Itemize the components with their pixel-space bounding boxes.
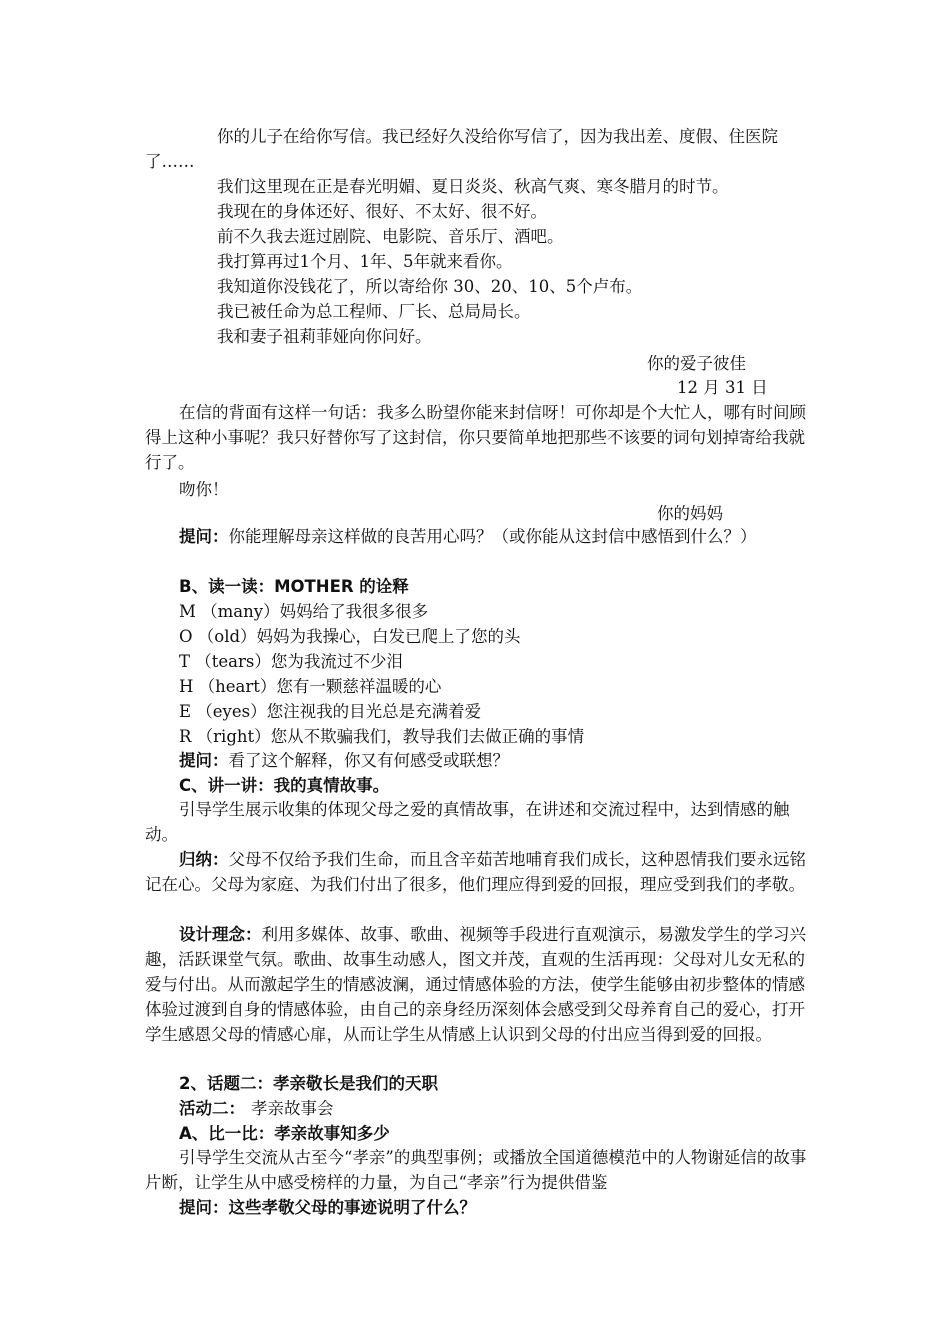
question-1 xyxy=(145,524,810,549)
activity-2 xyxy=(179,1096,334,1121)
mother-item: M （many）妈妈给了我很多很多 xyxy=(179,602,429,621)
section-b-heading: B、读一读：MOTHER 的诠释 xyxy=(179,577,409,596)
topic-2-heading: 2、话题二：孝亲敬长是我们的天职 xyxy=(179,1074,438,1093)
question-3: 提问：这些孝敬父母的事迹说明了什么？ xyxy=(179,1198,476,1217)
mother-item: R （right）您从不欺骗我们，教导我们去做正确的事情 xyxy=(179,727,585,746)
letter-line: 我现在的身体还好、很好、不太好、很不好。 xyxy=(217,202,547,221)
design-label: 设计理念： xyxy=(179,925,262,944)
section-c-heading: C、讲一讲：我的真情故事。 xyxy=(179,776,390,795)
letter-line: 我已被任命为总工程师、厂长、总局局长。 xyxy=(217,302,531,321)
summary-label: 归纳： xyxy=(179,850,229,869)
question-label: 提问： xyxy=(179,751,229,770)
summary-text: 父母不仅给予我们生命，而且含辛茹苦地哺育我们成长，这种恩情我们要永远铭记在心。父母为家庭、为我们付出了很多，他们理应得到爱的回报，理应受到我们的孝敬。 xyxy=(145,850,806,894)
letter-line: 我们这里现在正是春光明媚、夏日炎炎、秋高气爽、寒冬腊月的时节。 xyxy=(217,177,729,196)
question-text: 你能理解母亲这样做的良苦用心吗？（或你能从这封信中感悟到什么？） xyxy=(228,527,757,546)
design-paragraph xyxy=(145,922,810,1047)
mother-item: O （old）妈妈为我操心，白发已爬上了您的头 xyxy=(179,627,521,646)
mother-item: H （heart）您有一颗慈祥温暖的心 xyxy=(179,677,442,696)
letter-line: 我和妻子祖莉菲娅向你问好。 xyxy=(217,327,432,346)
section-a-heading: A、比一比：孝亲故事知多少 xyxy=(179,1124,390,1143)
mother-item: E （eyes）您注视我的目光总是充满着爱 xyxy=(179,702,482,721)
letter-line: 我打算再过1个月、1年、5年就来看你。 xyxy=(217,252,513,271)
question-text: 看了这个解释，你又有何感受或联想？ xyxy=(228,751,509,770)
letter-date: 12 月 31 日 xyxy=(677,378,768,397)
mother-signature: 你的妈妈 xyxy=(657,504,723,523)
activity-label: 活动二： xyxy=(179,1099,245,1118)
mother-item: T （tears）您为我流过不少泪 xyxy=(179,652,403,671)
letter-opening: 你的儿子在给你写信。我已经好久没给你写信了，因为我出差、度假、住医院了…… xyxy=(145,127,778,171)
mother-reply: 在信的背面有这样一句话：我多么盼望你能来封信呀！可你却是个大忙人，哪有时间顾得上这种小事呢？我只好替你写了这封信，你只要简单地把那些不该要的词句划掉寄给我就行了。 xyxy=(145,403,806,472)
question-2 xyxy=(179,748,509,773)
letter-line: 前不久我去逛过剧院、电影院、音乐厅、酒吧。 xyxy=(217,227,564,246)
summary-paragraph xyxy=(145,847,810,897)
design-text: 利用多媒体、故事、歌曲、视频等手段进行直观演示，易激发学生的学习兴趣，活跃课堂气氛。歌曲、故事生动感人，图文并茂，直观的生活再现：父母对儿女无私的爱与付出。从而激起学生的情感波澜，通过情感体验的方法，使学生能够由初步整体的情感体验过渡到自身的情感体验，由自己的亲身经历深刻体会感受到父母养育自己的爱心，打开学生感恩父母的情感心扉，从而让学生从情感上认识到父母的付出应当得到爱的回报。 xyxy=(145,925,806,1044)
mother-kiss: 吻你！ xyxy=(179,480,229,499)
guide-paragraph-2: 引导学生交流从古至今“孝亲”的典型事例；或播放全国道德模范中的人物谢延信的故事片断，让学生从中感受榜样的力量，为自己“孝亲”行为提供借鉴 xyxy=(145,1148,807,1192)
guide-paragraph-1: 引导学生展示收集的体现父母之爱的真情故事，在讲述和交流过程中，达到情感的触动。 xyxy=(145,800,790,844)
letter-line: 我知道你没钱花了，所以寄给你 30、20、10、5个卢布。 xyxy=(217,277,643,296)
activity-text: 孝亲故事会 xyxy=(251,1099,334,1118)
question-label: 提问： xyxy=(179,527,229,546)
letter-signature: 你的爱子彼佳 xyxy=(647,354,746,373)
